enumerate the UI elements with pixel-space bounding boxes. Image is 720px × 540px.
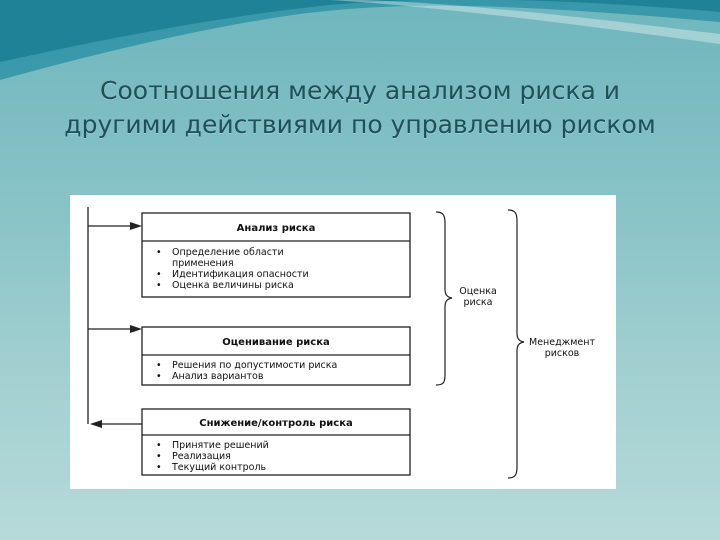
bullet: • bbox=[156, 280, 162, 291]
arrow-head-3 bbox=[90, 420, 102, 428]
block-risk-evaluation-item: Решения по допустимости риска bbox=[172, 360, 338, 371]
block-risk-control-item: Принятие решений bbox=[172, 440, 269, 451]
block-risk-analysis-item: Определение области bbox=[172, 247, 284, 258]
block-risk-control bbox=[142, 409, 410, 475]
block-risk-analysis bbox=[142, 213, 410, 297]
arrow-head-1 bbox=[130, 222, 142, 230]
bracket-risk-management-label: рисков bbox=[544, 348, 580, 359]
block-risk-analysis-header: Анализ риска bbox=[236, 223, 316, 234]
bullet: • bbox=[156, 451, 162, 462]
bracket-risk-assessment-label: риска bbox=[463, 297, 493, 308]
slide-title-line-1: Соотношения между анализом риска и bbox=[100, 76, 620, 105]
diagram-canvas bbox=[70, 195, 616, 489]
block-risk-control-header: Снижение/контроль риска bbox=[199, 418, 353, 429]
block-risk-analysis-item: применения bbox=[172, 258, 234, 269]
bullet: • bbox=[156, 371, 162, 382]
bullet: • bbox=[156, 440, 162, 451]
block-risk-analysis-item: Идентификация опасности bbox=[172, 269, 309, 280]
block-risk-evaluation bbox=[142, 327, 410, 385]
bullet: • bbox=[156, 269, 162, 280]
slide-title-line-2: другими действиями по управлению риском bbox=[64, 110, 656, 139]
bracket-risk-assessment-label: Оценка bbox=[459, 286, 497, 297]
bullet: • bbox=[156, 462, 162, 473]
slide-title bbox=[20, 74, 700, 142]
bracket-risk-management-label: Менеджмент bbox=[529, 337, 595, 348]
block-risk-evaluation-header: Оценивание риска bbox=[222, 337, 330, 348]
block-risk-evaluation-item: Анализ вариантов bbox=[172, 371, 264, 382]
bullet: • bbox=[156, 360, 162, 371]
arrow-head-2 bbox=[130, 325, 142, 333]
block-risk-analysis-item: Оценка величины риска bbox=[172, 280, 294, 291]
block-risk-control-item: Реализация bbox=[172, 451, 231, 462]
bracket-risk-management bbox=[508, 210, 524, 478]
block-risk-control-item: Текущий контроль bbox=[172, 462, 267, 473]
risk-management-diagram bbox=[70, 195, 616, 489]
bullet: • bbox=[156, 247, 162, 258]
bracket-risk-assessment bbox=[436, 212, 452, 385]
